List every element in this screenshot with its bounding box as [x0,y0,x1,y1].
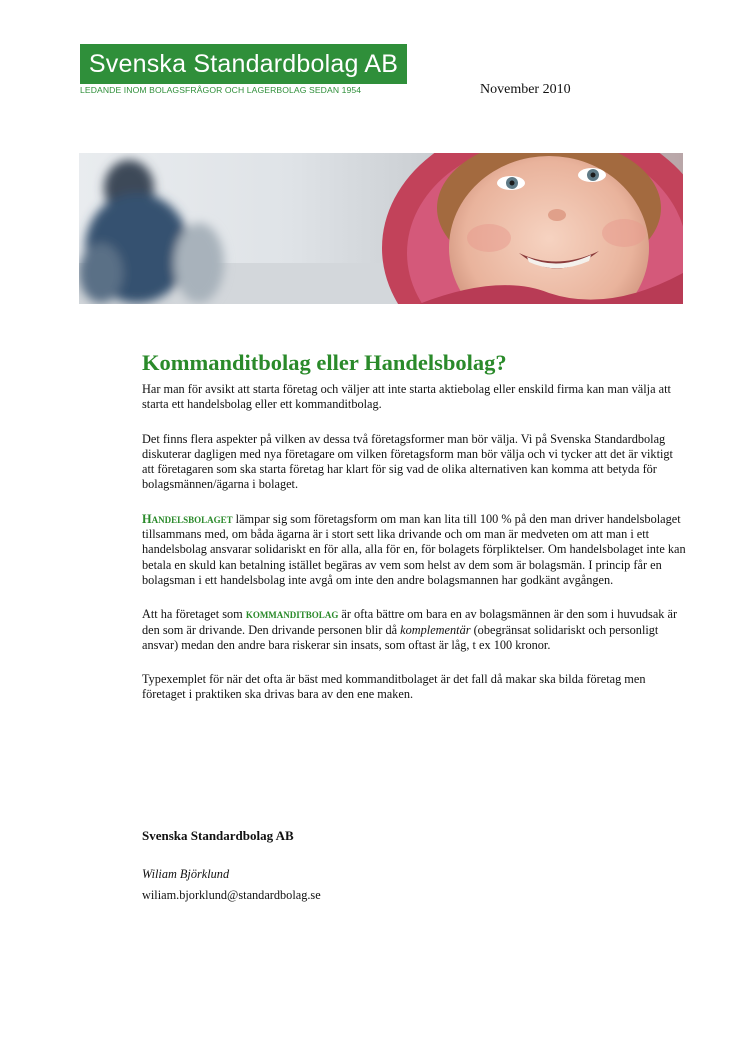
paragraph-kommanditbolag [142,607,687,653]
paragraph-intro: Har man för avsikt att starta företag och väljer att inte starta aktiebolag eller enskild firma kan man välja att starta ett handelsbolag eller ett kommanditbolag. [142,382,671,412]
paragraph-kommanditbolag-start: Att ha företaget som [142,607,246,622]
signature-email[interactable]: wiliam.bjorklund@standardbolag.se [142,888,321,902]
hero-photo-illustration [79,153,683,304]
company-logo [80,44,407,84]
article [142,350,687,722]
keyword-kommanditbolag: kommanditbolag [245,607,339,622]
hero-photo [79,153,683,304]
paragraph-example: Typexemplet för när det ofta är bäst med kommanditbolaget är det fall då makar ska bilda företag men företaget i praktiken ska drivas bara av den ene maken. [142,672,646,702]
signature-name: Wiliam Björklund [142,867,230,881]
paragraph-handelsbolag-text: lämpar sig som företagsform om man kan lita till 100 % på den man driver handelsbolaget tillsammans med, om båda ägarna är i stort sett lika drivande och om man är medveten om att man i ett handelsbolag ansvarar solidariskt en för alla, alla för en, för bolagets förpliktelser. Om handelsbolaget inte kan betala en skuld kan betalning istället begäras av vem som helst av dem som är bolagsmän. I princip får en bolagsman i ett handelsbolag inte avgå om inte den andre bolagsmannen har godkänt avgången. [142,511,686,587]
logo-tagline: LEDANDE INOM BOLAGSFRÅGOR OCH LAGERBOLAG SEDAN 1954 [80,85,362,95]
term-komplementar: komplementär [400,622,471,637]
paragraph-kommanditbolag-end: (obegränsat solidariskt och personligt ansvar) medan den andre bara riskerar sin insats, som oftast är låg, t ex 100 kronor. [142,622,659,652]
article-title: Kommanditbolag eller Handelsbolag? [142,350,507,375]
keyword-handelsbolaget: Handelsbolaget [142,511,233,526]
logo-text: Svenska Standardbolag AB [88,50,399,78]
paragraph-kommanditbolag-mid: är ofta bättre om bara en av bolagsmännen är den som i huvudsak är den som är drivande. Den drivande personen blir då [142,607,678,637]
paragraph-aspects: Det finns flera aspekter på vilken av dessa två företagsformer man bör välja. Vi på Svenska Standardbolag diskuterar dagligen med nya företagare om vilken företagsform man bör välja och vi tycker att det är viktigt att företagaren som ska starta företag har klart för sig vad de olika alternativen kan komma att betyda för bolagsmännen/ägarna i bolaget. [142,431,673,492]
paragraph-handelsbolag [142,512,687,588]
signature-company: Svenska Standardbolag AB [142,828,294,843]
document-date: November 2010 [480,82,571,97]
